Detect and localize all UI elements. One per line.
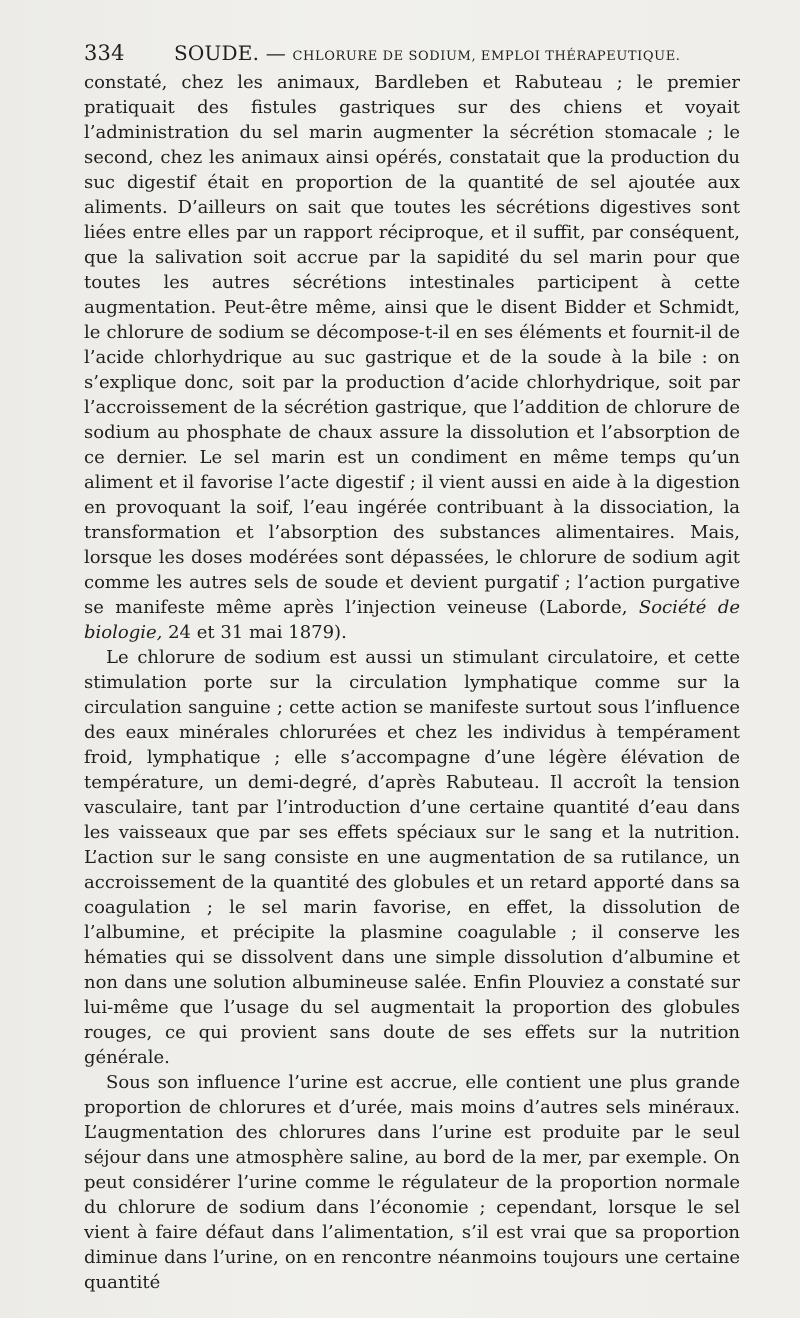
citation-journal: Société de biologie, <box>84 597 740 643</box>
header-title: SOUDE. <box>174 41 260 65</box>
paragraph-1 <box>84 70 740 645</box>
paragraph-1-text: constaté, chez les animaux, Bardleben et Rabuteau ; le premier pratiquait des fistules gastriques sur des chiens et voyait l’administration du sel marin augmenter la sécrétion stomacale ; le second, chez les animaux ainsi opérés, constatait que la production du suc digestif était en proportion de la quantité de sel ajoutée aux aliments. D’ailleurs on sait que toutes les sécrétions digestives sont liées entre elles par un rapport réciproque, et il suffit, par conséquent, que la salivation soit accrue par la sapidité du sel marin pour que toutes les autres sécrétions intestinales participent à cette augmentation. Peut-être même, ainsi que le disent Bidder et Schmidt, le chlorure de sodium se décompose-t-il en ses éléments et fournit-il de l’acide chlorhydrique au suc gastrique et de la soude à la bile : on s’explique donc, soit par la production d’acide chlorhydrique, soit par l’accroissement de la sécrétion gastrique, que l’addition de chlorure de sodium au phosphate de chaux assure la dissolution et l’absorption de ce dernier. Le sel marin est un condiment en même temps qu’un aliment et il favorise l’acte digestif ; il vient aussi en aide à la digestion en provoquant la soif, l’eau ingérée contribuant à la dissociation, la transformation et l’absorption des substances alimentaires. Mais, lorsque les doses modérées sont dépassées, le chlorure de sodium agit comme les autres sels de soude et devient purgatif ; l’action purgative se manifeste même après l’injection veineuse (Laborde, <box>84 72 740 618</box>
page-number: 334 <box>84 41 125 65</box>
header-separator: — <box>265 41 286 65</box>
header-subtitle: CHLORURE DE SODIUM, EMPLOI THÉRAPEUTIQUE. <box>292 49 681 64</box>
running-header <box>84 38 744 68</box>
paragraph-2: Le chlorure de sodium est aussi un stimulant circulatoire, et cette stimulation porte sur la circulation lymphatique comme sur la circulation sanguine ; cette action se manifeste surtout sous l’influence des eaux minérales chlorurées et chez les individus à tempérament froid, lymphatique ; elle s’accompagne d’une légère élévation de température, un demi-degré, d’après Rabuteau. Il accroît la tension vasculaire, tant par l’introduction d’une certaine quantité d’eau dans les vaisseaux que par ses effets spéciaux sur le sang et la nutrition. L’action sur le sang consiste en une augmentation de sa rutilance, un accroissement de la quantité des globules et un retard apporté dans sa coagulation ; le sel marin favorise, en effet, la dissolution de l’albumine, et précipite la plasmine coagulable ; il conserve les hématies qui se dissolvent dans une simple dissolution d’albumine et non dans une solution albumineuse salée. Enfin Plouviez a constaté sur lui-même que l’usage du sel augmentait la proportion des globules rouges, ce qui provient sans doute de ses effets sur la nutrition générale. <box>84 647 740 1068</box>
paragraph-3: Sous son influence l’urine est accrue, elle contient une plus grande proportion de chlorures et d’urée, mais moins d’autres sels minéraux. L’augmentation des chlorures dans l’urine est produite par le seul séjour dans une atmosphère saline, au bord de la mer, par exemple. On peut considérer l’urine comme le régulateur de la proportion normale du chlorure de sodium dans l’économie ; cependant, lorsque le sel vient à faire défaut dans l’alimentation, s’il est vrai que sa proportion diminue dans l’urine, on en rencontre néanmoins toujours une certaine quantité <box>84 1072 740 1293</box>
paragraph-1-date: 24 et 31 mai 1879). <box>168 622 347 643</box>
body-text <box>84 70 740 1295</box>
